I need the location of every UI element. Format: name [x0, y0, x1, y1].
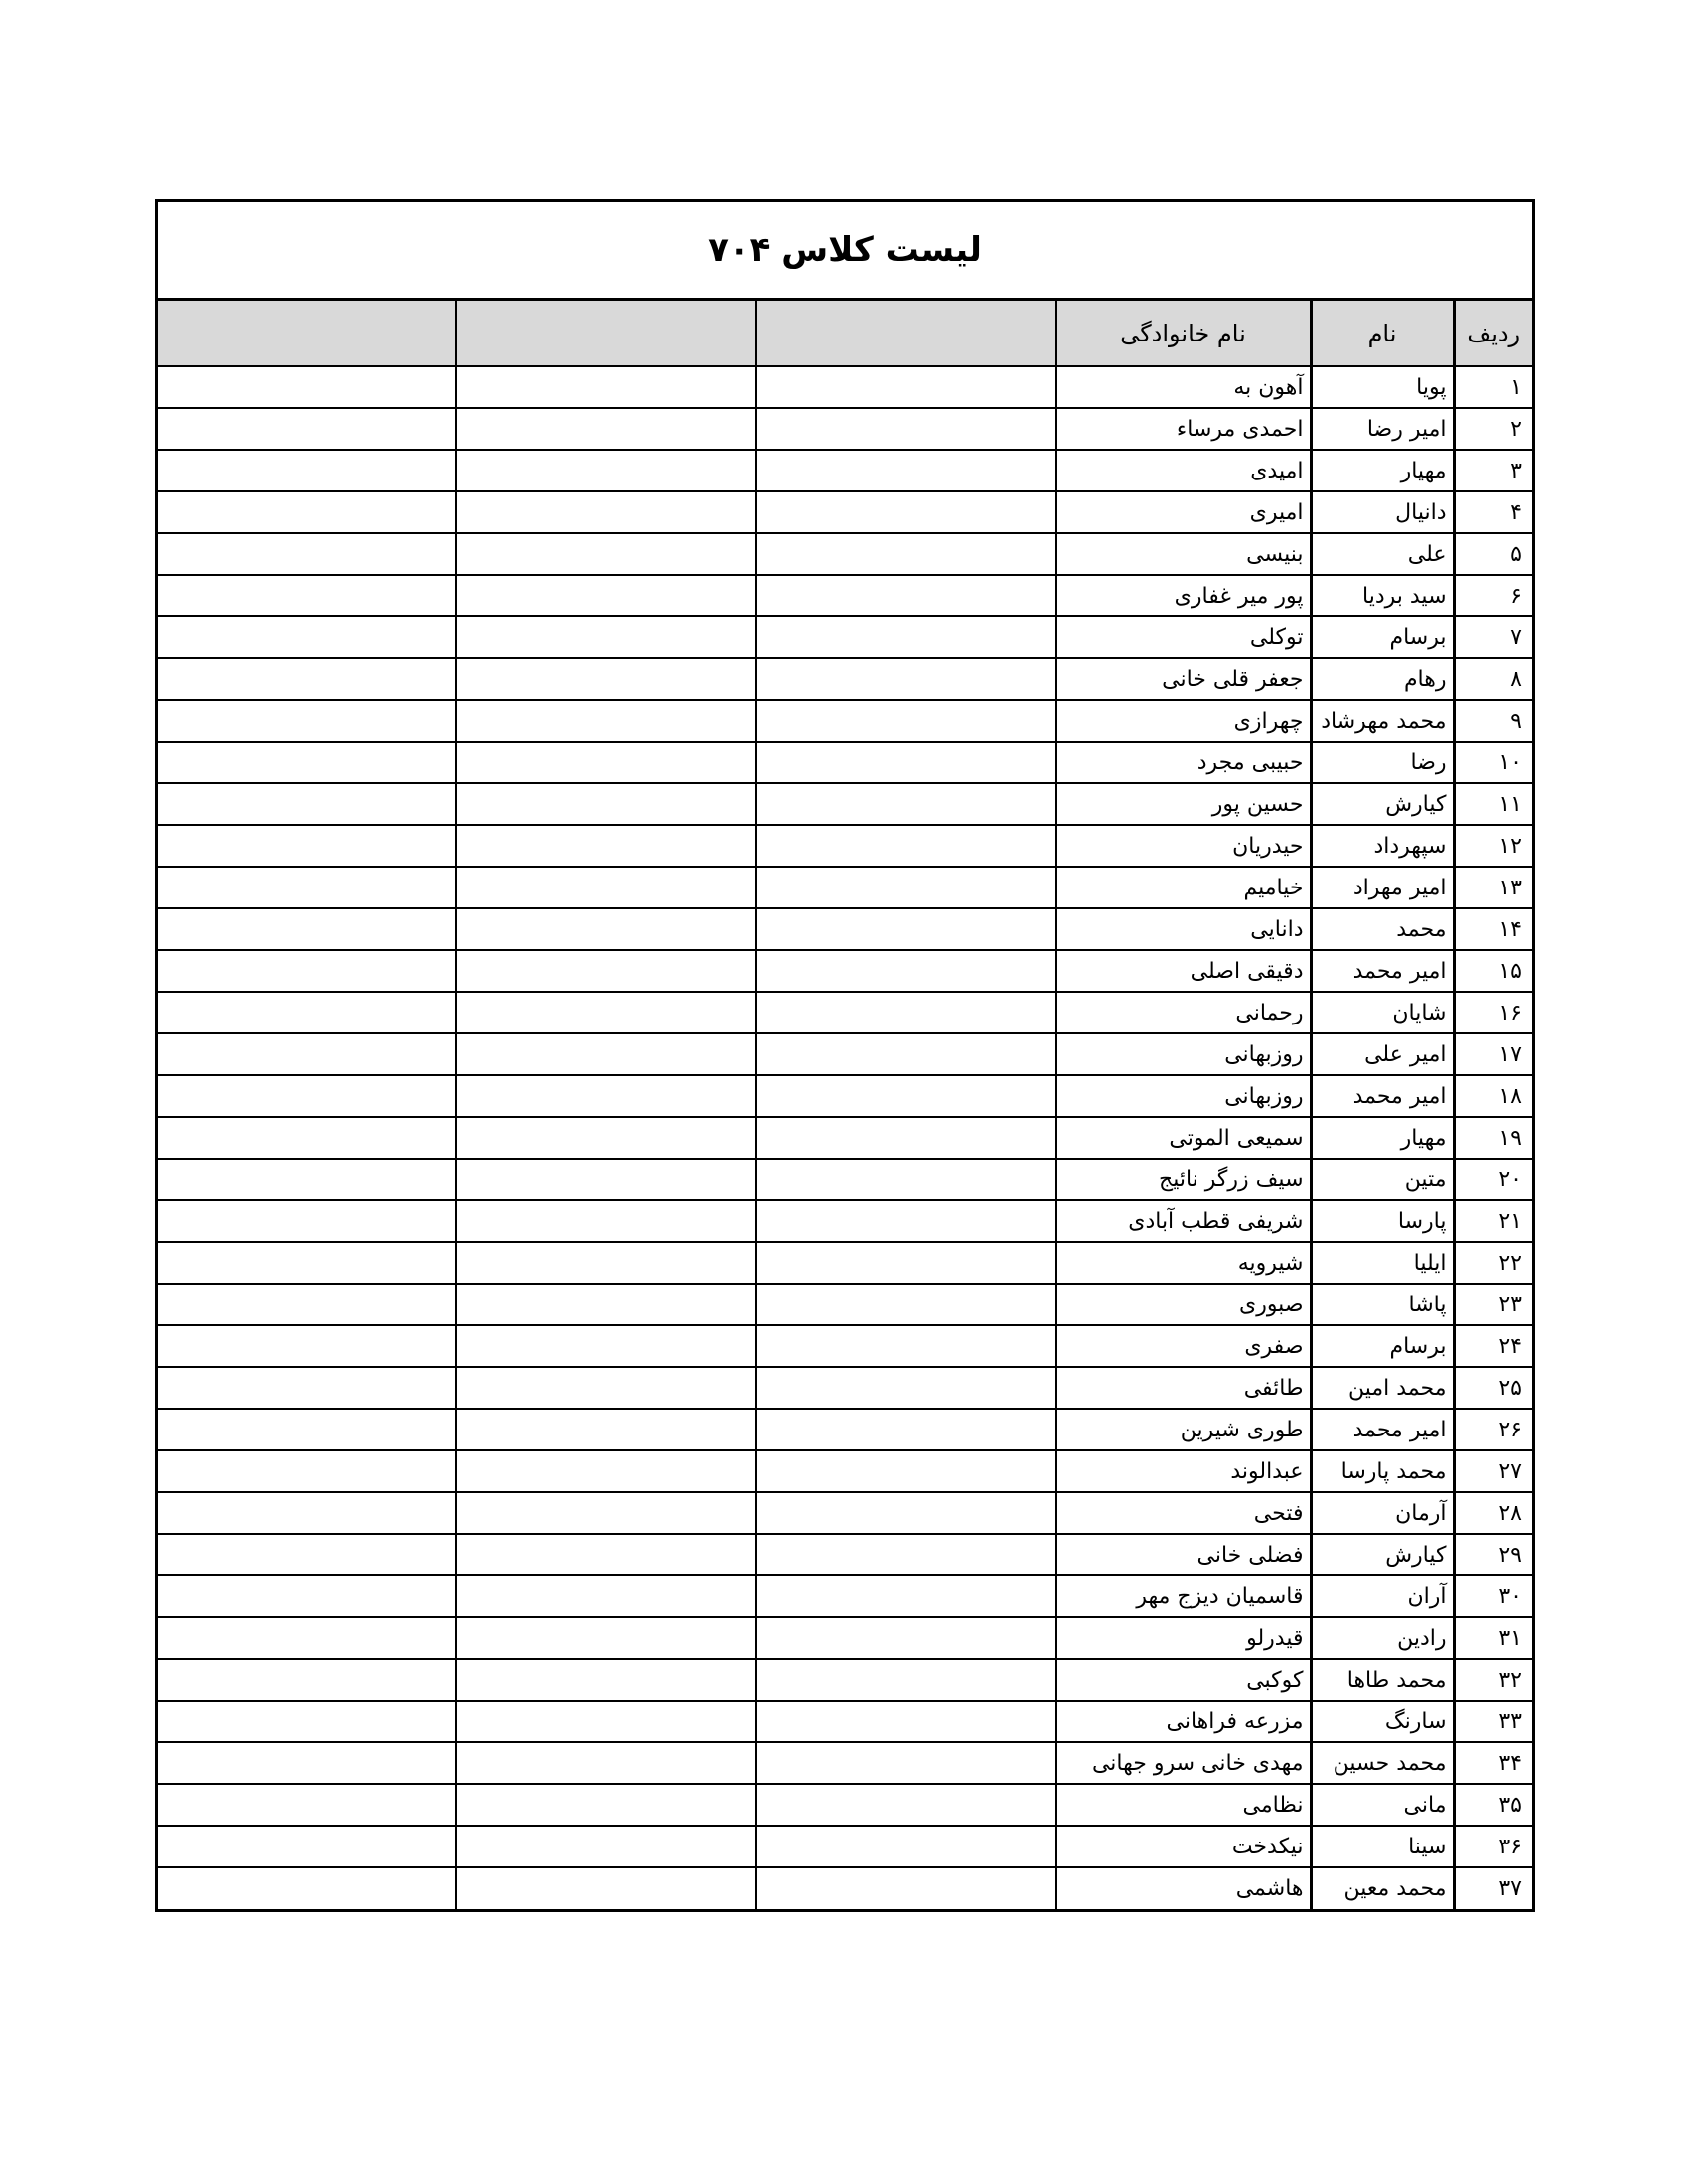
empty-cell [456, 1159, 756, 1200]
empty-cell [456, 1284, 756, 1325]
first-name-cell: محمد [1311, 908, 1454, 950]
empty-cell [456, 742, 756, 783]
last-name-cell: شیرویه [1055, 1242, 1311, 1284]
row-number-cell: ۳ [1454, 450, 1532, 491]
empty-cell [756, 616, 1055, 658]
table-row [158, 1742, 1532, 1784]
empty-cell [756, 825, 1055, 867]
row-number-cell: ۲۷ [1454, 1450, 1532, 1492]
empty-cell [158, 1159, 456, 1200]
empty-cell [456, 1117, 756, 1159]
empty-cell [456, 1492, 756, 1534]
first-name-cell: محمد معین [1311, 1867, 1454, 1909]
first-name-cell: امیر علی [1311, 1033, 1454, 1075]
first-name-cell: ایلیا [1311, 1242, 1454, 1284]
header-extra-column [158, 301, 456, 366]
table-row [158, 1242, 1532, 1284]
empty-cell [456, 450, 756, 491]
row-number-cell: ۳۷ [1454, 1867, 1532, 1909]
table-row [158, 1826, 1532, 1867]
first-name-cell: مهیار [1311, 1117, 1454, 1159]
empty-cell [456, 1742, 756, 1784]
first-name-cell: امیر محمد [1311, 1409, 1454, 1450]
empty-cell [456, 992, 756, 1033]
last-name-cell: روزبهانی [1055, 1075, 1311, 1117]
table-row [158, 450, 1532, 491]
empty-cell [456, 1033, 756, 1075]
row-number-cell: ۳۳ [1454, 1701, 1532, 1742]
empty-cell [756, 1826, 1055, 1867]
table-row [158, 1617, 1532, 1659]
empty-cell [456, 366, 756, 408]
row-number-cell: ۲۶ [1454, 1409, 1532, 1450]
header-last-name: نام خانوادگی [1055, 301, 1311, 366]
first-name-cell: علی [1311, 533, 1454, 575]
empty-cell [158, 1367, 456, 1409]
empty-cell [756, 1159, 1055, 1200]
empty-cell [158, 616, 456, 658]
empty-cell [158, 450, 456, 491]
row-number-cell: ۴ [1454, 491, 1532, 533]
empty-cell [456, 1075, 756, 1117]
empty-cell [456, 1826, 756, 1867]
first-name-cell: سید بردیا [1311, 575, 1454, 616]
row-number-cell: ۳۵ [1454, 1784, 1532, 1826]
first-name-cell: رضا [1311, 742, 1454, 783]
empty-cell [158, 408, 456, 450]
last-name-cell: امیدی [1055, 450, 1311, 491]
first-name-cell: محمد مهرشاد [1311, 700, 1454, 742]
empty-cell [158, 950, 456, 992]
row-number-cell: ۱۸ [1454, 1075, 1532, 1117]
table-row [158, 1367, 1532, 1409]
empty-cell [756, 867, 1055, 908]
empty-cell [158, 1242, 456, 1284]
first-name-cell: مانی [1311, 1784, 1454, 1826]
empty-cell [456, 408, 756, 450]
first-name-cell: مهیار [1311, 450, 1454, 491]
title-row [158, 202, 1532, 301]
header-first-name: نام [1311, 301, 1454, 366]
empty-cell [456, 616, 756, 658]
empty-cell [456, 658, 756, 700]
empty-cell [756, 1617, 1055, 1659]
first-name-cell: برسام [1311, 1325, 1454, 1367]
empty-cell [456, 1242, 756, 1284]
last-name-cell: توکلی [1055, 616, 1311, 658]
row-number-cell: ۳۱ [1454, 1617, 1532, 1659]
empty-cell [158, 825, 456, 867]
row-number-cell: ۱۲ [1454, 825, 1532, 867]
table-row [158, 992, 1532, 1033]
first-name-cell: سینا [1311, 1826, 1454, 1867]
first-name-cell: محمد امین [1311, 1367, 1454, 1409]
row-number-cell: ۱۶ [1454, 992, 1532, 1033]
last-name-cell: آهون به [1055, 366, 1311, 408]
empty-cell [456, 1450, 756, 1492]
header-row [158, 301, 1532, 366]
empty-cell [158, 1575, 456, 1617]
last-name-cell: نظامی [1055, 1784, 1311, 1826]
last-name-cell: نیکدخت [1055, 1826, 1311, 1867]
table-row [158, 742, 1532, 783]
row-number-cell: ۳۲ [1454, 1659, 1532, 1701]
empty-cell [756, 408, 1055, 450]
table-row [158, 1450, 1532, 1492]
first-name-cell: محمد پارسا [1311, 1450, 1454, 1492]
empty-cell [456, 1701, 756, 1742]
empty-cell [158, 1284, 456, 1325]
empty-cell [756, 1784, 1055, 1826]
empty-cell [456, 1534, 756, 1575]
empty-cell [158, 1117, 456, 1159]
empty-cell [456, 1784, 756, 1826]
empty-cell [456, 700, 756, 742]
row-number-cell: ۵ [1454, 533, 1532, 575]
last-name-cell: امیری [1055, 491, 1311, 533]
row-number-cell: ۹ [1454, 700, 1532, 742]
first-name-cell: آران [1311, 1575, 1454, 1617]
empty-cell [756, 1409, 1055, 1450]
table-row [158, 1784, 1532, 1826]
first-name-cell: دانیال [1311, 491, 1454, 533]
empty-cell [756, 1284, 1055, 1325]
empty-cell [158, 1701, 456, 1742]
table-row [158, 950, 1532, 992]
empty-cell [158, 1742, 456, 1784]
row-number-cell: ۲۵ [1454, 1367, 1532, 1409]
empty-cell [456, 575, 756, 616]
table-row [158, 1117, 1532, 1159]
last-name-cell: جعفر قلی خانی [1055, 658, 1311, 700]
empty-cell [456, 491, 756, 533]
empty-cell [756, 992, 1055, 1033]
table-row [158, 783, 1532, 825]
empty-cell [456, 1617, 756, 1659]
empty-cell [756, 450, 1055, 491]
row-number-cell: ۶ [1454, 575, 1532, 616]
row-number-cell: ۱۹ [1454, 1117, 1532, 1159]
empty-cell [756, 1701, 1055, 1742]
empty-cell [756, 366, 1055, 408]
last-name-cell: صبوری [1055, 1284, 1311, 1325]
first-name-cell: پویا [1311, 366, 1454, 408]
last-name-cell: بنیسی [1055, 533, 1311, 575]
table-row [158, 366, 1532, 408]
empty-cell [456, 1867, 756, 1909]
last-name-cell: حیدریان [1055, 825, 1311, 867]
empty-cell [158, 1867, 456, 1909]
empty-cell [158, 575, 456, 616]
empty-cell [158, 700, 456, 742]
table-row [158, 1200, 1532, 1242]
row-number-cell: ۲۱ [1454, 1200, 1532, 1242]
empty-cell [456, 1325, 756, 1367]
last-name-cell: روزبهانی [1055, 1033, 1311, 1075]
empty-cell [158, 1033, 456, 1075]
empty-cell [756, 491, 1055, 533]
empty-cell [158, 783, 456, 825]
first-name-cell: متین [1311, 1159, 1454, 1200]
row-number-cell: ۲۲ [1454, 1242, 1532, 1284]
header-row-number: ردیف [1454, 301, 1532, 366]
table-row [158, 1159, 1532, 1200]
table-row [158, 1284, 1532, 1325]
empty-cell [756, 1033, 1055, 1075]
last-name-cell: شریفی قطب آبادی [1055, 1200, 1311, 1242]
first-name-cell: شایان [1311, 992, 1454, 1033]
table-row [158, 700, 1532, 742]
table-row [158, 825, 1532, 867]
table-row [158, 1867, 1532, 1909]
empty-cell [456, 1200, 756, 1242]
first-name-cell: آرمان [1311, 1492, 1454, 1534]
table-row [158, 616, 1532, 658]
row-number-cell: ۲۸ [1454, 1492, 1532, 1534]
last-name-cell: مهدی خانی سرو جهانی [1055, 1742, 1311, 1784]
last-name-cell: کوکبی [1055, 1659, 1311, 1701]
empty-cell [756, 950, 1055, 992]
row-number-cell: ۳۶ [1454, 1826, 1532, 1867]
empty-cell [756, 1659, 1055, 1701]
last-name-cell: سمیعی الموتی [1055, 1117, 1311, 1159]
page-title: لیست کلاس ۷۰۴ [708, 229, 982, 270]
first-name-cell: امیر محمد [1311, 1075, 1454, 1117]
table-row [158, 575, 1532, 616]
last-name-cell: طوری شیرین [1055, 1409, 1311, 1450]
last-name-cell: سیف زرگر نائیج [1055, 1159, 1311, 1200]
table-row [158, 1492, 1532, 1534]
last-name-cell: چهرازی [1055, 700, 1311, 742]
empty-cell [456, 1575, 756, 1617]
empty-cell [158, 1450, 456, 1492]
table-row [158, 1575, 1532, 1617]
table-row [158, 1659, 1532, 1701]
empty-cell [456, 825, 756, 867]
table-row [158, 1409, 1532, 1450]
empty-cell [158, 1325, 456, 1367]
empty-cell [158, 908, 456, 950]
empty-cell [756, 658, 1055, 700]
first-name-cell: سپهرداد [1311, 825, 1454, 867]
header-extra-column [756, 301, 1055, 366]
first-name-cell: کیارش [1311, 783, 1454, 825]
last-name-cell: طائفی [1055, 1367, 1311, 1409]
row-number-cell: ۱۴ [1454, 908, 1532, 950]
empty-cell [456, 867, 756, 908]
empty-cell [158, 1534, 456, 1575]
last-name-cell: هاشمی [1055, 1867, 1311, 1909]
last-name-cell: حبیبی مجرد [1055, 742, 1311, 783]
last-name-cell: احمدی مرساء [1055, 408, 1311, 450]
empty-cell [756, 742, 1055, 783]
empty-cell [756, 1075, 1055, 1117]
empty-cell [756, 1575, 1055, 1617]
table-row [158, 867, 1532, 908]
last-name-cell: فضلی خانی [1055, 1534, 1311, 1575]
last-name-cell: قاسمیان دیزج مهر [1055, 1575, 1311, 1617]
row-number-cell: ۲ [1454, 408, 1532, 450]
last-name-cell: قیدرلو [1055, 1617, 1311, 1659]
empty-cell [158, 533, 456, 575]
student-table [158, 301, 1532, 1909]
table-row [158, 908, 1532, 950]
empty-cell [456, 1409, 756, 1450]
row-number-cell: ۳۴ [1454, 1742, 1532, 1784]
empty-cell [456, 533, 756, 575]
empty-cell [158, 1075, 456, 1117]
last-name-cell: فتحی [1055, 1492, 1311, 1534]
last-name-cell: عبدالوند [1055, 1450, 1311, 1492]
empty-cell [756, 1867, 1055, 1909]
empty-cell [158, 491, 456, 533]
empty-cell [756, 700, 1055, 742]
last-name-cell: دانایی [1055, 908, 1311, 950]
header-extra-column [456, 301, 756, 366]
last-name-cell: صفری [1055, 1325, 1311, 1367]
empty-cell [158, 366, 456, 408]
empty-cell [456, 1367, 756, 1409]
empty-cell [756, 1742, 1055, 1784]
table-row [158, 1075, 1532, 1117]
row-number-cell: ۱۳ [1454, 867, 1532, 908]
empty-cell [158, 1409, 456, 1450]
row-number-cell: ۲۰ [1454, 1159, 1532, 1200]
row-number-cell: ۱۱ [1454, 783, 1532, 825]
class-list-sheet [155, 199, 1535, 1912]
first-name-cell: پارسا [1311, 1200, 1454, 1242]
empty-cell [756, 1534, 1055, 1575]
empty-cell [456, 783, 756, 825]
last-name-cell: خیامیم [1055, 867, 1311, 908]
empty-cell [158, 1659, 456, 1701]
empty-cell [756, 1242, 1055, 1284]
empty-cell [756, 1200, 1055, 1242]
empty-cell [158, 1492, 456, 1534]
empty-cell [158, 867, 456, 908]
row-number-cell: ۱۵ [1454, 950, 1532, 992]
student-rows [158, 366, 1532, 1909]
table-row [158, 1325, 1532, 1367]
first-name-cell: محمد طاها [1311, 1659, 1454, 1701]
last-name-cell: مزرعه فراهانی [1055, 1701, 1311, 1742]
empty-cell [158, 1200, 456, 1242]
first-name-cell: پاشا [1311, 1284, 1454, 1325]
first-name-cell: رهام [1311, 658, 1454, 700]
row-number-cell: ۲۴ [1454, 1325, 1532, 1367]
last-name-cell: دقیقی اصلی [1055, 950, 1311, 992]
table-row [158, 533, 1532, 575]
empty-cell [756, 908, 1055, 950]
first-name-cell: کیارش [1311, 1534, 1454, 1575]
table-row [158, 1534, 1532, 1575]
first-name-cell: امیر رضا [1311, 408, 1454, 450]
table-row [158, 408, 1532, 450]
row-number-cell: ۱۰ [1454, 742, 1532, 783]
first-name-cell: امیر مهراد [1311, 867, 1454, 908]
empty-cell [756, 533, 1055, 575]
first-name-cell: رادین [1311, 1617, 1454, 1659]
empty-cell [456, 908, 756, 950]
empty-cell [456, 1659, 756, 1701]
table-row [158, 1701, 1532, 1742]
empty-cell [756, 1450, 1055, 1492]
row-number-cell: ۱۷ [1454, 1033, 1532, 1075]
last-name-cell: پور میر غفاری [1055, 575, 1311, 616]
row-number-cell: ۸ [1454, 658, 1532, 700]
empty-cell [456, 950, 756, 992]
last-name-cell: حسین پور [1055, 783, 1311, 825]
empty-cell [158, 1826, 456, 1867]
first-name-cell: محمد حسین [1311, 1742, 1454, 1784]
table-row [158, 1033, 1532, 1075]
empty-cell [756, 1117, 1055, 1159]
row-number-cell: ۳۰ [1454, 1575, 1532, 1617]
row-number-cell: ۱ [1454, 366, 1532, 408]
empty-cell [158, 992, 456, 1033]
empty-cell [756, 575, 1055, 616]
empty-cell [756, 1367, 1055, 1409]
empty-cell [756, 1492, 1055, 1534]
first-name-cell: سارنگ [1311, 1701, 1454, 1742]
first-name-cell: امیر محمد [1311, 950, 1454, 992]
row-number-cell: ۲۹ [1454, 1534, 1532, 1575]
row-number-cell: ۲۳ [1454, 1284, 1532, 1325]
empty-cell [158, 1784, 456, 1826]
row-number-cell: ۷ [1454, 616, 1532, 658]
empty-cell [756, 1325, 1055, 1367]
empty-cell [158, 742, 456, 783]
last-name-cell: رحمانی [1055, 992, 1311, 1033]
first-name-cell: برسام [1311, 616, 1454, 658]
empty-cell [158, 1617, 456, 1659]
empty-cell [158, 658, 456, 700]
table-row [158, 658, 1532, 700]
empty-cell [756, 783, 1055, 825]
table-row [158, 491, 1532, 533]
